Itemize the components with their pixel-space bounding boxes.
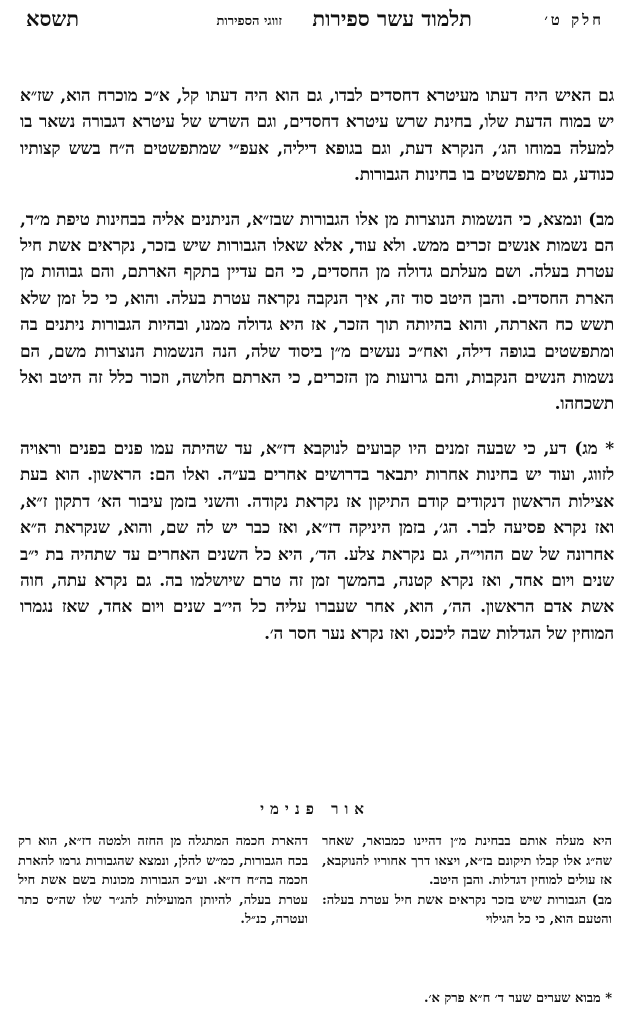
commentary-paragraph: היא מעלה אותם בבחינת מ״ן דהיינו כמבואר, שאחר שה״ג אלו קבלו תיקונם בז״א, ויצאו דרך אחוריו להנוקבא, אז עולים למוחין דגדלות. והבן היטב. (322, 834, 612, 888)
commentary-left-column (18, 832, 308, 930)
commentary-paragraph: מב) הגבורות שיש בזכר נקראים אשת חיל עטרת בעלה: והטעם הוא, כי כל הגילוי (322, 892, 612, 927)
commentary-right-column (322, 832, 612, 930)
commentary-paragraph: דהארת חכמה המתגלה מן החזה ולמטה דז״א, הוא רק בכח הגבורות, כמ״ש להלן, ונמצא שהגבורות גרמו להארת חכמה בה״ח דז״א. וע״כ הגבורות מכונות בשם אשת חיל עטרת בעלה, להיותן המועילות להג״ר שלו שה״ס כתר ועטרה, כנ״ל. (18, 834, 308, 927)
part-label: חלק ט׳ (544, 11, 604, 29)
footnote: * מבוא שערים שער ד׳ ח״א פרק א׳. (423, 991, 612, 1006)
book-title: תלמוד עשר ספירות (312, 6, 472, 31)
section-title: זווגי הספירות (216, 14, 282, 29)
commentary-title: אור פנימי (260, 800, 370, 818)
paragraph: גם האיש היה דעתו מעיטרא דחסדים לבדו, גם הוא היה דעתו קל, א״כ מוכרח הוא, שז״א יש במוח הדעת שלו, בחינת שרש עיטרא דחסדים, וגם השרש של עיטרא דגבורה נשאר בו למעלה במוחו הג׳, הנקרא דעת, וגם בגופא דיליה, אעפ״י שמתפשטים ה״ח בשש קצותיו כנודע, גם מתפשטים בו בחינות הגבורות. (20, 86, 614, 186)
folio-number: תשסא (26, 6, 80, 31)
paragraph: * מג) דע, כי שבעה זמנים היו קבועים לנוקבא דז״א, עד שהיתה עמו פנים בפנים וראויה לזווג, ועוד יש בחינות אחרות יתבאר בדרושים אחרים בע״ה. ואלו הם: הראשון. הוא בעת אצילות הראשון דנקודים קודם התיקון אז נקראת נקודה. והשני בזמן עיבור הא׳ דתקון ז״א, ואז נקרא פסיעה לבר. הג׳, בזמן היניקה דז״א, ואז כבר יש לה שם, והוא, שנקראת ה״א אחרונה של שם ההוי״ה, גם נקראת צלע. הד׳, היא כל השנים האחרים עד שתהיה בת י״ב שנים ויום אחד, ואז נקרא קטנה, בהמשך זמן זה טרם שיושלמו בה. גם נקרא עתה, חוה אשת אדם הראשון. הה׳, הוא, אחר שעברו עליה כל הי״ב שנים ויום אחד, שאז נגמרו המוחין של הגדלות שבה ליכנס, ואז נקרא נער חסר ה׳. (20, 438, 614, 644)
running-header (26, 6, 604, 40)
paragraph: מב) ונמצא, כי הנשמות הנוצרות מן אלו הגבורות שבז״א, הניתנים אליה בבחינות טיפת מ״ד, הם נשמות אנשים זכרים ממש. ולא עוד, אלא שאלו הגבורות שיש בזכר, נקראים אשת חיל עטרת בעלה. ושם מעלתם גדולה מן החסדים, כי הם עדיין בתקף הארתם, והם גבוהות מן הארת החסדים. והבן היטב סוד זה, איך הנקבה נקראה עטרת בעלה. והוא, כי כל זמן שלא תשש כח הארתה, והוא בהיותה תוך הזכר, אז היא גדולה ממנו, ובהיות הגבורות ניתנים בה ומתפשטים בגופה דילה, ואח״כ נעשים מ״ן ביסוד שלה, הנה הנשמות הנוצרות משם, הם נשמות הנשים הנקבות, והם גרועות מן הזכרים, כי הארתם חלושה, וזכור כלל זה היטב ואל תשכחהו. (20, 209, 615, 415)
main-text (20, 83, 614, 647)
